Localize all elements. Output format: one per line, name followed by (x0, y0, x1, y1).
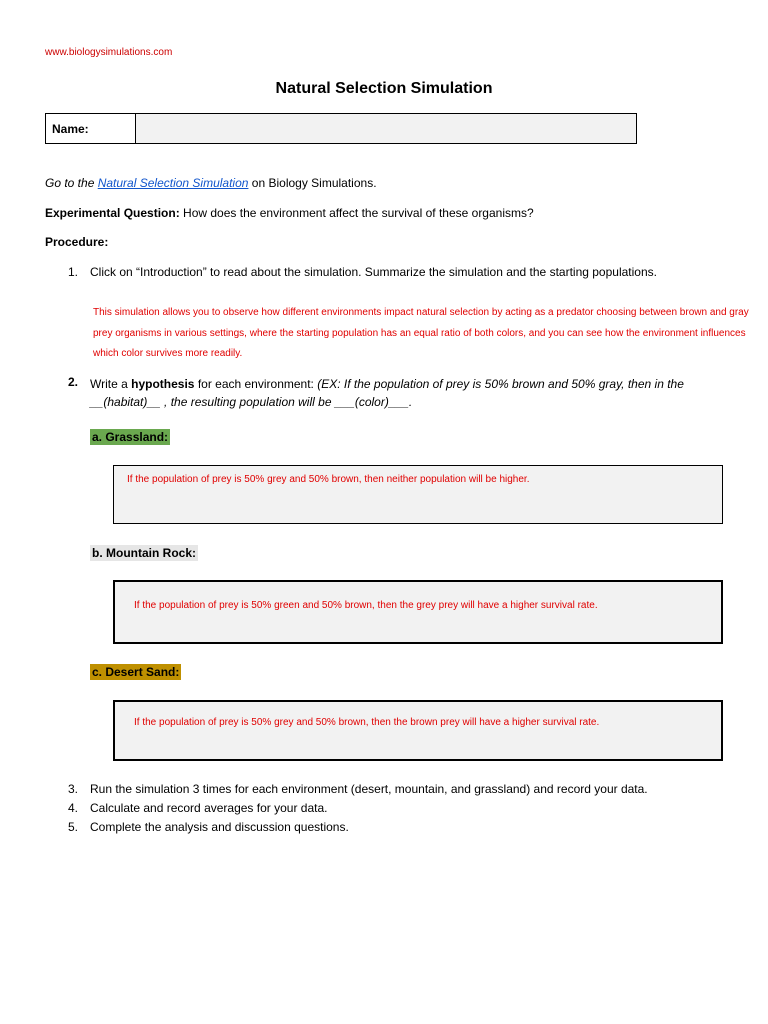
step-3-number: 3. (68, 782, 79, 796)
step-4-text: Calculate and record averages for your data. (90, 801, 328, 815)
step-2-mid: for each environment: (194, 377, 318, 391)
step-4-number: 4. (68, 801, 79, 815)
name-table (45, 113, 637, 144)
step-2-number: 2. (68, 375, 79, 389)
step-1-text: Click on “Introduction” to read about the simulation. Summarize the simulation and the starting populations. (90, 265, 657, 279)
answer-mountain-rock: If the population of prey is 50% green and 50% brown, then the grey prey will have a higher survival rate. (134, 600, 598, 611)
simulation-link[interactable]: Natural Selection Simulation (97, 176, 249, 190)
step-1-answer: This simulation allows you to observe how different environments impact natural selection by acting as a predator choosing between brown and gray prey organisms in various settings, where the starting population has an equal ratio of both colors, and you can see how the environment influences which color survives more readily. (93, 307, 749, 359)
procedure-heading: Procedure: (45, 235, 109, 249)
env-label-grassland: a. Grassland: (92, 430, 169, 444)
step-2-bold: hypothesis (131, 377, 195, 391)
intro-suffix: on Biology Simulations. (248, 176, 377, 190)
experimental-question (45, 206, 534, 220)
experimental-question-text: How does the environment affect the survival of these organisms? (179, 206, 534, 220)
answer-box-mountain-rock[interactable] (113, 580, 723, 644)
answer-box-grassland[interactable] (113, 465, 723, 524)
name-input-cell[interactable] (136, 114, 636, 143)
experimental-question-label: Experimental Question: (45, 206, 180, 220)
answer-grassland: If the population of prey is 50% grey and 50% brown, then neither population will be higher. (127, 474, 530, 485)
answer-desert-sand: If the population of prey is 50% grey and 50% brown, then the brown prey will have a higher survival rate. (134, 717, 600, 728)
step-2-example: (EX: If the population of prey is 50% brown and 50% gray, then in the __(habitat)__ , the resulting population will be ___(color)___. (90, 377, 684, 409)
env-label-desert-sand: c. Desert Sand: (92, 665, 180, 679)
step-5-text: Complete the analysis and discussion questions. (90, 820, 349, 834)
answer-box-desert-sand[interactable] (113, 700, 723, 761)
site-url: www.biologysimulations.com (45, 47, 173, 58)
step-1-number: 1. (68, 265, 79, 279)
name-label: Name: (46, 114, 136, 143)
intro-line (45, 176, 377, 190)
page-title: Natural Selection Simulation (275, 80, 493, 97)
step-5-number: 5. (68, 820, 79, 834)
step-3-text: Run the simulation 3 times for each environment (desert, mountain, and grassland) and record your data. (90, 782, 648, 796)
step-2-text (90, 375, 750, 411)
intro-prefix: Go to the (45, 176, 98, 190)
step-2-pre: Write a (90, 377, 132, 391)
env-label-mountain-rock: b. Mountain Rock: (92, 546, 196, 560)
